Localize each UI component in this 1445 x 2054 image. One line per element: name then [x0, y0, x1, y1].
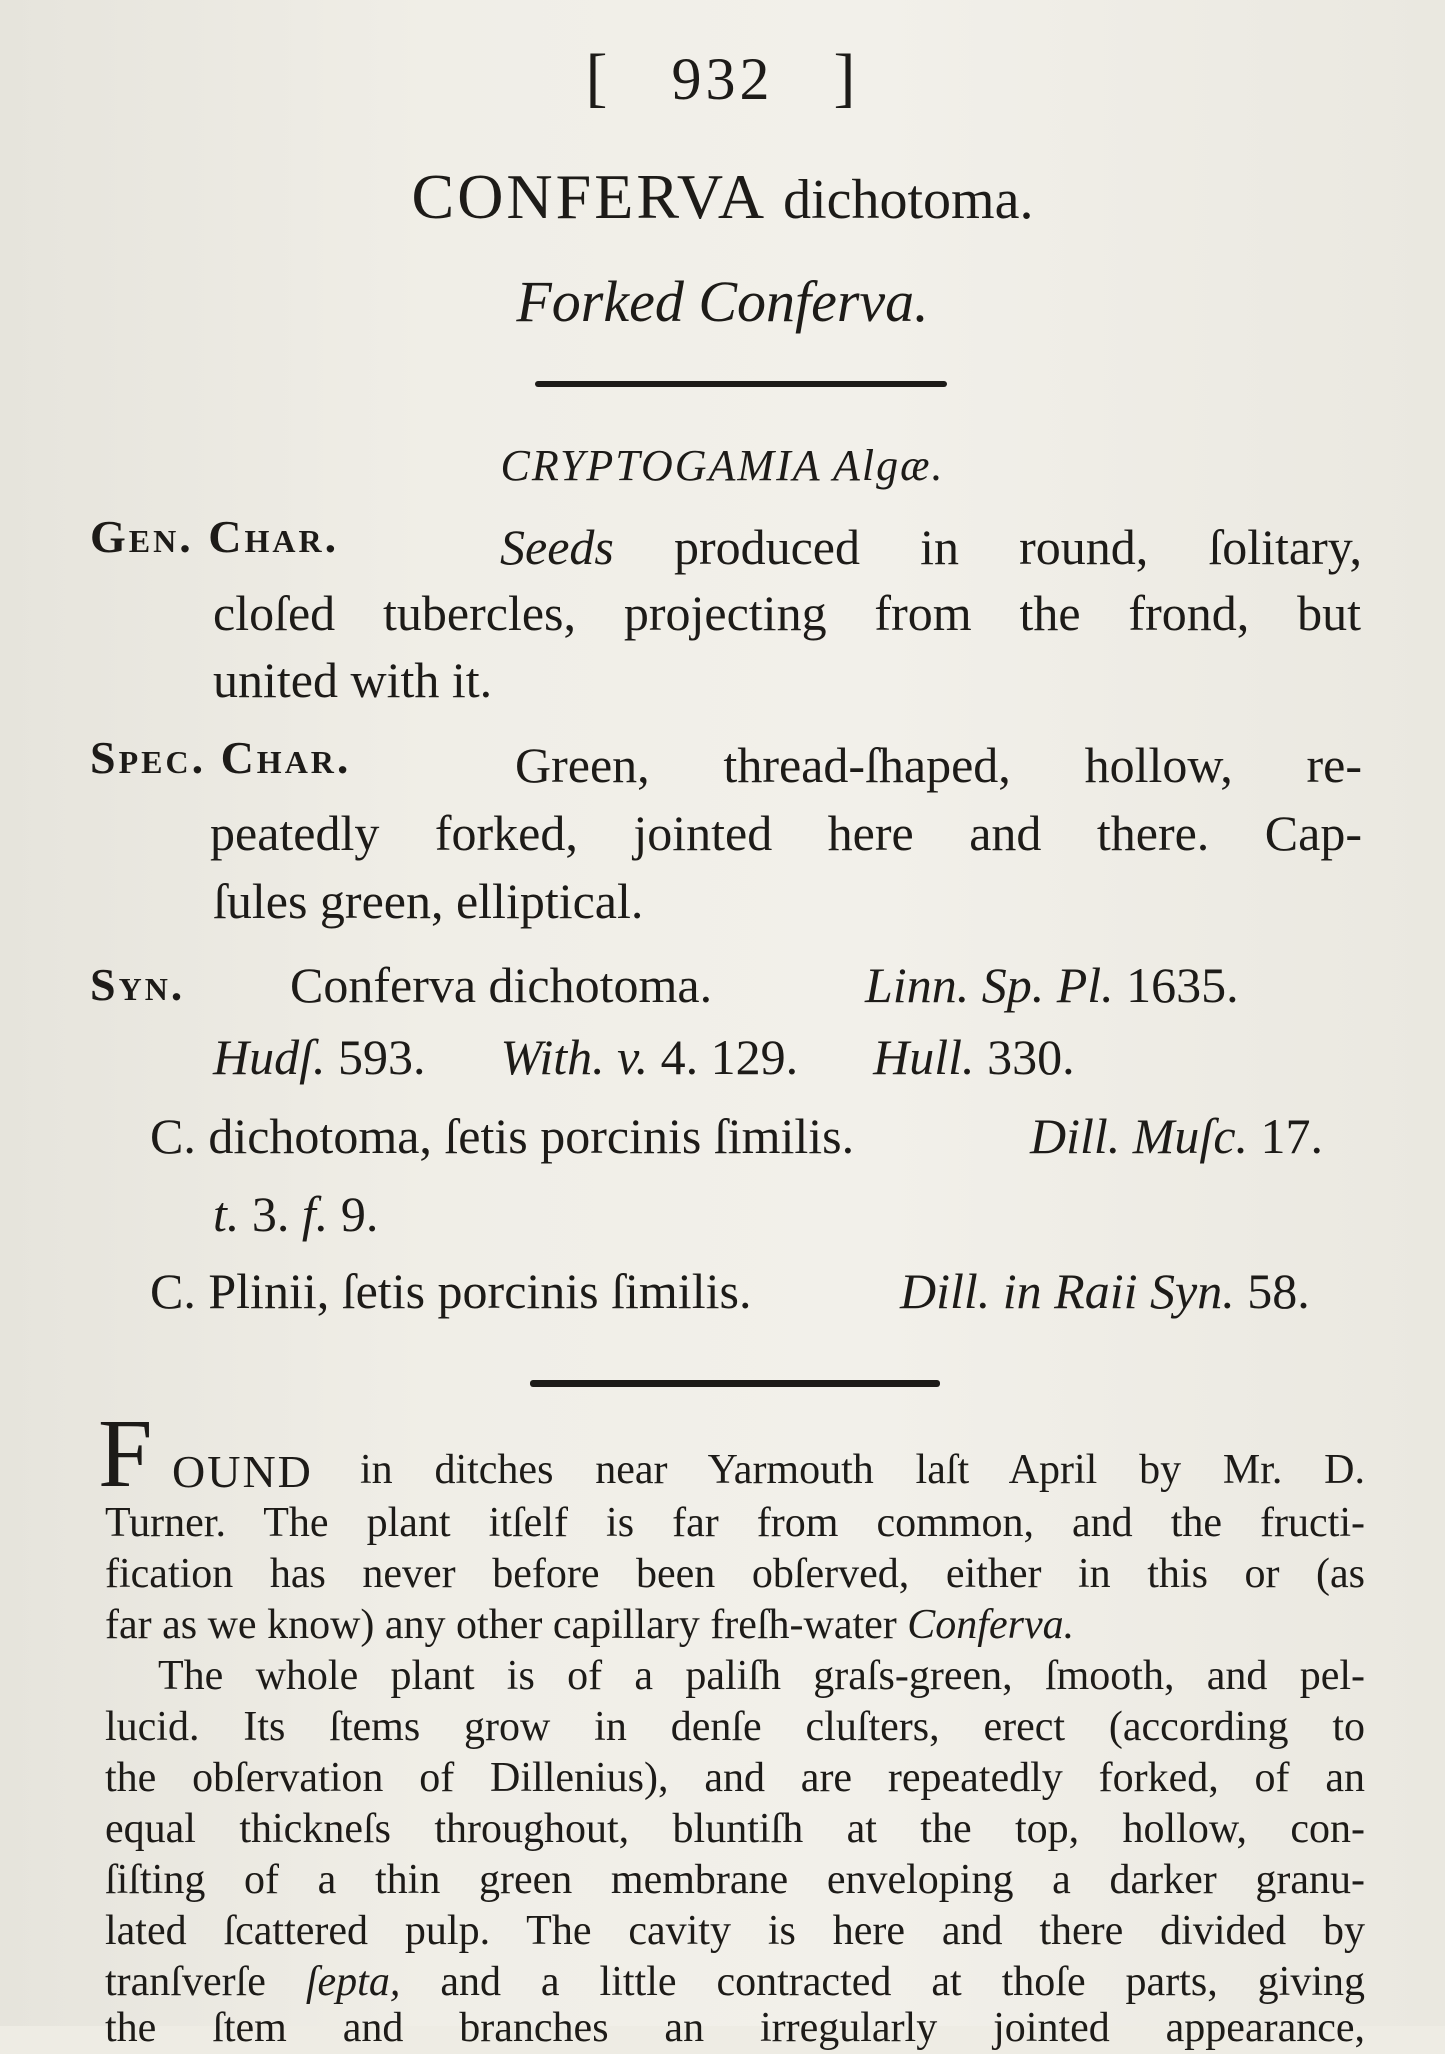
gen-char-label: Gen. Char.: [90, 511, 340, 562]
body-p2-line-7-em: ſepta,: [305, 1959, 401, 2005]
genus-name: CONFERVA: [411, 161, 768, 232]
syn-num-9: 9.: [340, 1186, 379, 1242]
body-p1-line-3: fication has never before been obſerved, either in this or (as: [105, 1551, 1365, 1597]
syn-line-3-ref: [1030, 1107, 1323, 1165]
syn-ref-dill-raii: Dill. in Raii Syn.: [900, 1263, 1235, 1319]
body-p2-line-4: equal thickneſs throughout, bluntiſh at the top, hollow, con-: [105, 1806, 1365, 1852]
body-p1-line-4-em: Conferva.: [907, 1602, 1075, 1648]
syn-ref-hull: Hull.: [873, 1029, 975, 1085]
syn-line-1: Conferva dichotoma.: [290, 957, 713, 1013]
page-number-right-bracket: ]: [833, 41, 860, 114]
drop-cap: F: [98, 1400, 153, 1508]
gen-char-line-1: [500, 518, 1362, 576]
middle-divider: [530, 1380, 940, 1387]
syn-ref-with: With. v.: [500, 1029, 649, 1085]
common-name: Forked Conferva.: [516, 269, 929, 334]
page-number-left-bracket: [: [585, 41, 612, 114]
body-p2-line-5: ſiſting of a thin green membrane enveloping a darker granu-: [105, 1857, 1365, 1903]
body-p2-line-2: lucid. Its ſtems grow in denſe cluſters, erect (according to: [105, 1704, 1365, 1750]
syn-num-17: 17.: [1260, 1108, 1324, 1164]
syn-line-3: C. dichotoma, ſetis porcinis ſimilis.: [150, 1108, 855, 1164]
syn-num-330: 330.: [987, 1029, 1075, 1085]
body-p2-line-7: [105, 1957, 1365, 2008]
first-word: OUND: [172, 1446, 313, 1497]
page-number: [0, 40, 1445, 116]
syn-num-58: 58.: [1247, 1263, 1310, 1319]
body-p2-line-7a: tranſverſe: [105, 1959, 266, 2005]
syn-num-593: 593.: [338, 1029, 426, 1085]
body-p2-line-6: lated ſcattered pulp. The cavity is here and there divided by: [105, 1908, 1365, 1954]
syn-t: t.: [213, 1186, 240, 1242]
syn-ref-dill-musc: Dill. Muſc.: [1030, 1108, 1249, 1164]
body-p1-line-2: Turner. The plant itſelf is far from common, and the fructi-: [105, 1500, 1365, 1546]
syn-ref-huds: Hudſ.: [213, 1029, 326, 1085]
syn-num-3: 3.: [251, 1186, 290, 1242]
syn-line-2: [213, 1028, 1075, 1086]
body-p1-line-4: [105, 1600, 1365, 1651]
syn-line-5: C. Plinii, ſetis porcinis ſimilis.: [150, 1263, 752, 1319]
syn-ref-linn: Linn. Sp. Pl.: [865, 957, 1114, 1013]
gen-char-line-1-text: produced in round, ſolitary,: [673, 519, 1362, 575]
syn-line-1-ref: [865, 956, 1239, 1014]
body-p1-line-1-text: in ditches near Yarmouth laſt April by Mr. D.: [360, 1447, 1365, 1493]
top-divider: [535, 381, 947, 387]
spec-char-line-3: ſules green, elliptical.: [213, 873, 644, 929]
syn-f: f.: [301, 1186, 329, 1242]
classification: CRYPTOGAMIA Algæ.: [500, 441, 945, 490]
body-p2-line-7b: and a little contracted at thoſe parts, giving: [440, 1959, 1366, 2005]
syn-line-5-ref: [900, 1262, 1310, 1320]
syn-label: Syn.: [90, 959, 186, 1010]
species-name: dichotoma.: [783, 169, 1034, 231]
page-number-value: 932: [671, 46, 774, 112]
spec-char-line-1: Green, thread-ſhaped, hollow, re-: [515, 737, 1362, 793]
syn-line-4: [213, 1185, 378, 1243]
body-p1-line-4-text: far as we know) any other capillary freſh-water: [105, 1602, 897, 1648]
syn-num-1635: 1635.: [1126, 957, 1239, 1013]
gen-char-line-3: united with it.: [213, 652, 493, 708]
body-p1-line-1: [360, 1445, 1365, 1496]
spec-char-label: Spec. Char.: [90, 732, 352, 783]
body-p2-line-8: the ſtem and branches an irregularly jointed appearance,: [105, 2005, 1365, 2051]
gen-char-emphasis: Seeds: [500, 519, 614, 575]
body-p2-line-1: The whole plant is of a paliſh graſs-green, ſmooth, and pel-: [158, 1653, 1365, 1699]
spec-char-line-2: peatedly forked, jointed here and there. Cap-: [210, 805, 1362, 861]
gen-char-line-2: cloſed tubercles, projecting from the frond, but: [213, 585, 1361, 641]
body-p2-line-3: the obſervation of Dillenius), and are repeatedly forked, of an: [105, 1755, 1365, 1801]
syn-num-with: 4. 129.: [660, 1029, 799, 1085]
page-title: [0, 160, 1445, 234]
